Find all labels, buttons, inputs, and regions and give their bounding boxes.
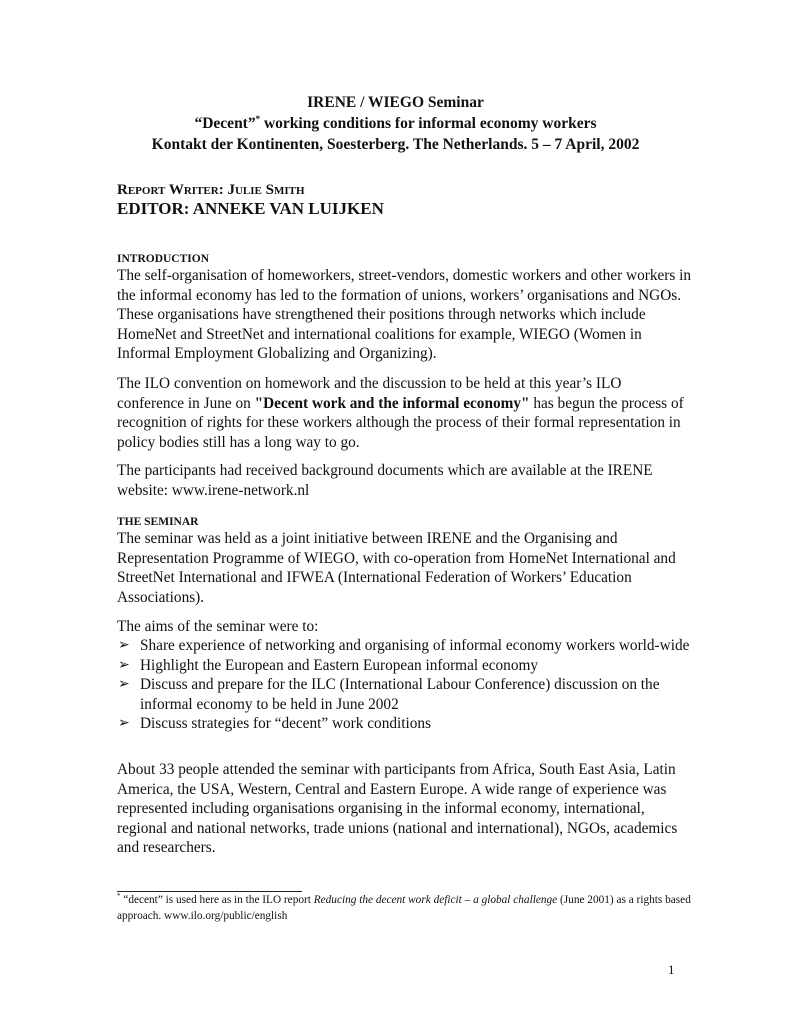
introduction-paragraph-1: The self-organisation of homeworkers, street-vendors, domestic workers and other workers in the informal economy has led to the formation of unions, workers’ organisations and NGOs. These organisations have strengthened their positions through networks which include HomeNet and StreetNet and international coalitions for example, WIEGO (Women in Informal Employment Globalizing and Organizing). [117, 267, 692, 363]
seminar-title: IRENE / WIEGO Seminar [307, 94, 484, 111]
rw-eport: EPORT [127, 185, 166, 197]
subtitle-decent: “Decent” [194, 115, 256, 132]
aims-list-container [117, 636, 692, 734]
p2-text-a: The ILO convention on homework and the discussion to be held at this year’s ILO conference in June on [117, 375, 622, 412]
footnote-report-title: Reducing the decent work deficit – a global challenge [313, 894, 558, 906]
seminar-venue-date: Kontakt der Kontinenten, Soesterberg. The Netherlands. 5 – 7 April, 2002 [151, 136, 640, 153]
arrow-bullet-icon: ➢ [118, 638, 130, 653]
aims-list [117, 636, 692, 734]
rw-j: J [227, 182, 235, 198]
aim-list-item [117, 714, 692, 734]
introduction-heading: INTRODUCTION [117, 253, 210, 265]
aim-text: Discuss strategies for “decent” work conditions [140, 715, 431, 733]
footnote-text-b: (June 2001) as a rights based approach. www.ilo.org/public/english [117, 894, 691, 922]
introduction-paragraph-3: The participants had received background documents which are available at the IRENE website: www.irene-network.nl [117, 462, 653, 499]
subtitle-rest: working conditions for informal economy workers [260, 115, 597, 132]
aim-list-item [117, 656, 692, 676]
page-number: 1 [668, 962, 675, 977]
seminar-paragraph-2: About 33 people attended the seminar with participants from Africa, South East Asia, Latin America, the USA, Western, Central and Eastern Europe. A wide range of experience was represented including organisations organising in the informal economy, international, regional and national networks, trade unions (national and international), NGOs, academics and researchers. [117, 761, 678, 857]
rw-colon: : [218, 182, 228, 198]
rw-s: S [261, 182, 274, 198]
footnote-marker: * [255, 113, 261, 124]
aim-list-item [117, 636, 692, 656]
footnote-text-a: “decent” is used here as in the ILO report [120, 894, 314, 906]
document-header [0, 92, 791, 155]
editor-line: EDITOR: ANNEKE VAN LUIJKEN [117, 199, 384, 218]
rw-riter: RITER [183, 185, 219, 197]
rw-mith: MITH [273, 185, 305, 197]
seminar-subtitle [0, 113, 791, 134]
aim-list-item [117, 675, 692, 714]
rw-w: W [165, 182, 184, 198]
arrow-bullet-icon: ➢ [118, 677, 130, 693]
aim-text: Share experience of networking and organising of informal economy workers world-wide [140, 637, 690, 654]
arrow-bullet-icon: ➢ [118, 716, 130, 732]
introduction-paragraph-2 [117, 374, 692, 452]
p2-text-b: has begun the process of recognition of rights for these workers although the process of their formal representation in policy bodies still has a long way to go. [117, 394, 684, 451]
rw-ulie: ULIE [234, 185, 262, 197]
aim-text: Discuss and prepare for the ILC (International Labour Conference) discussion on the informal economy to be held in June 2002 [140, 676, 660, 713]
aims-intro: The aims of the seminar were to: [117, 618, 319, 635]
rw-r: R [117, 182, 128, 198]
aim-text: Highlight the European and Eastern European informal economy [140, 656, 539, 674]
footnote-separator [117, 891, 302, 892]
arrow-bullet-icon: ➢ [118, 657, 130, 673]
footnote-star: * [117, 892, 121, 901]
seminar-paragraph-1: The seminar was held as a joint initiative between IRENE and the Organising and Representation Programme of WIEGO, with co-operation from HomeNet International and StreetNet International and IFWEA (International Federation of Workers’ Education Associations). [117, 530, 676, 606]
footnote [117, 893, 697, 924]
p2-bold-title: "Decent work and the informal economy" [254, 394, 530, 412]
seminar-heading: THE SEMINAR [117, 516, 199, 528]
